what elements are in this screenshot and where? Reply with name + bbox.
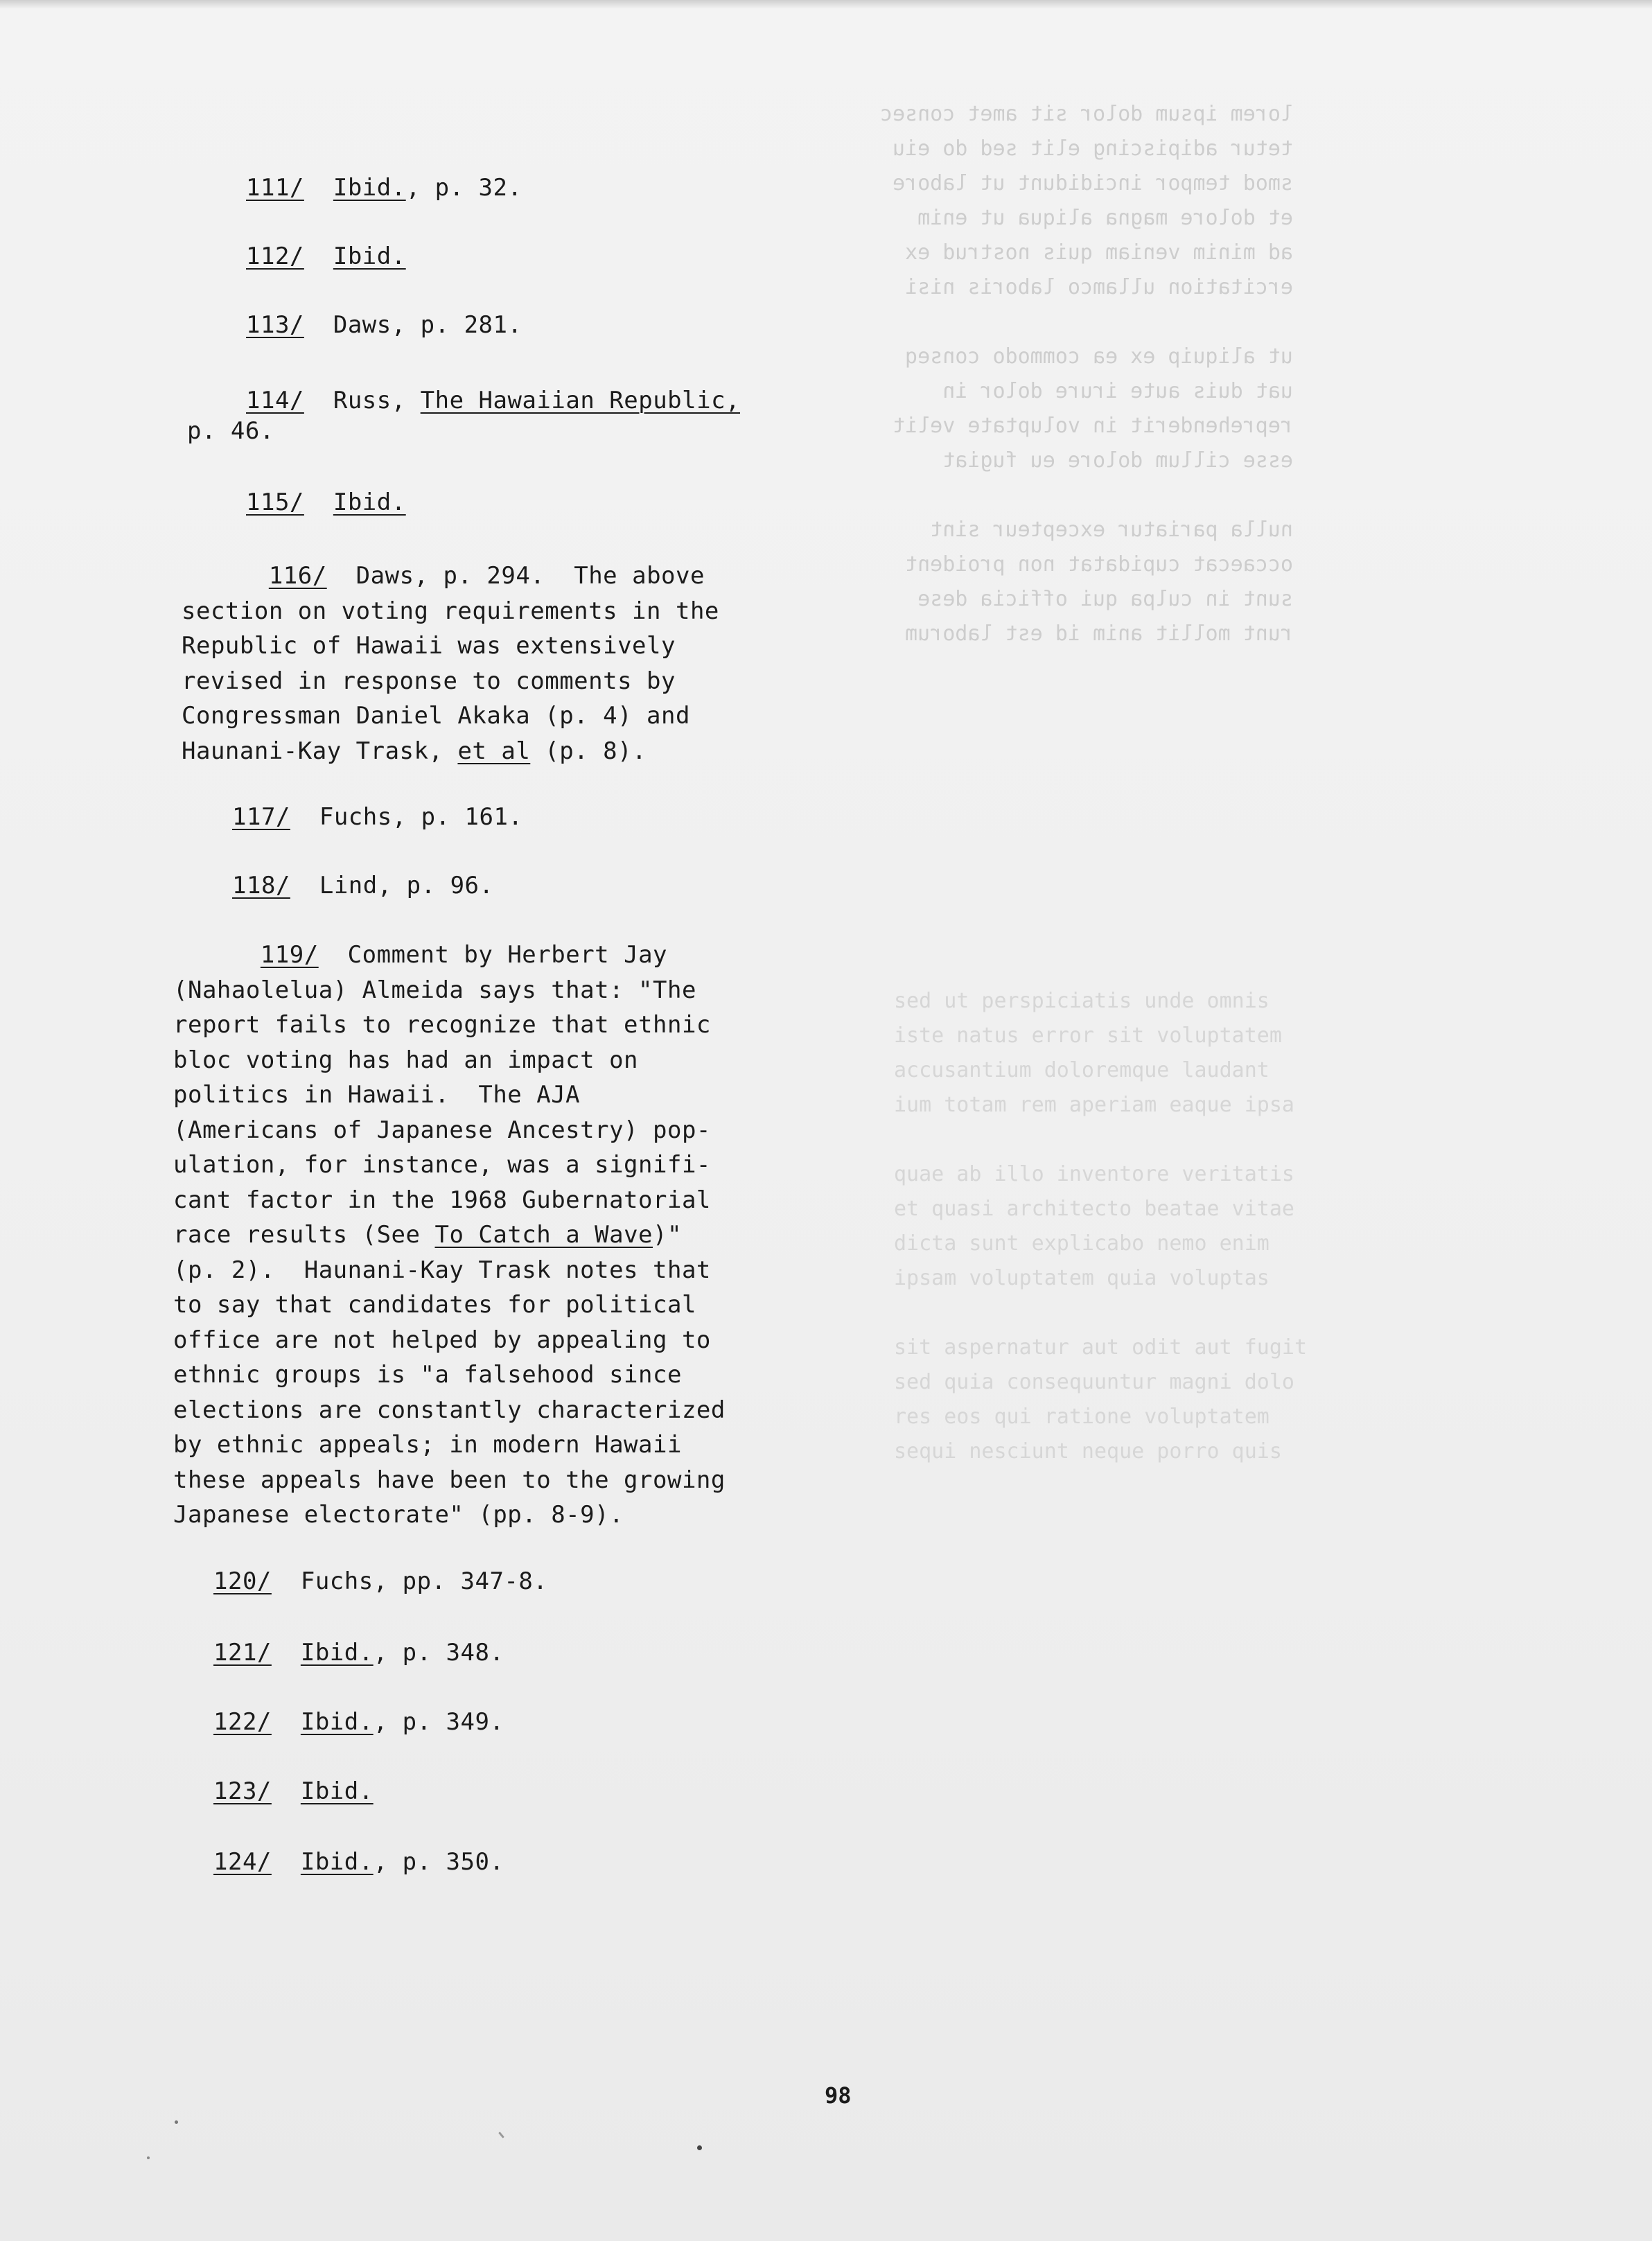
note-text: , p. 32. — [405, 174, 522, 202]
note-ibid: Ibid. — [333, 243, 406, 270]
speck — [697, 2145, 702, 2150]
speck — [175, 2120, 178, 2124]
note-ibid: Ibid. — [333, 174, 406, 202]
note-116 — [182, 559, 875, 768]
note-number: 121/ — [213, 1639, 272, 1667]
note-123 — [213, 1774, 374, 1809]
note-text: (p. 8). — [530, 737, 647, 765]
note-number: 116/ — [268, 562, 327, 590]
note-118 — [232, 868, 493, 904]
bleed-through-texture: lorem ipsum dolor sit amet consec tetur adipiscing elit sed do eiu smod tempor incididunt ut labore et dolore magna aliqua ut enim ad minim veniam quis nostrud ex ercitation ullamco laboris nisi ut aliquip ex ea commodo conseq uat duis aute irure dolor in reprehenderit in voluptate velit esse cillum dolore eu fugiat nulla pariatur excepteur sint occaecat cupidatat non proident sunt in culpa qui officia dese runt mollit anim id est laborum — [880, 102, 1294, 646]
note-117 — [232, 800, 522, 835]
note-line: ethnic groups is "a falsehood since — [173, 1361, 682, 1389]
note-number: 113/ — [246, 311, 304, 339]
note-number: 123/ — [213, 1777, 272, 1805]
page-top-edge — [0, 0, 1652, 8]
page-number: 98 — [825, 2082, 852, 2109]
note-text: Russ, — [333, 387, 421, 414]
note-ibid: Ibid. — [333, 489, 406, 516]
note-112 — [246, 239, 406, 274]
note-text: Comment by Herbert Jay — [347, 941, 668, 969]
note-line — [173, 1218, 866, 1253]
note-line: (Americans of Japanese Ancestry) pop- — [173, 1116, 711, 1144]
note-text: race results (See — [173, 1221, 435, 1249]
note-text: Fuchs, pp. 347-8. — [300, 1567, 548, 1595]
note-114 — [246, 383, 740, 419]
note-number: 118/ — [232, 872, 290, 899]
note-line: (Nahaolelua) Almeida says that: "The — [173, 976, 696, 1004]
note-number: 124/ — [213, 1848, 272, 1876]
note-number: 112/ — [246, 243, 304, 270]
note-line — [182, 734, 875, 769]
note-text: Haunani-Kay Trask, — [182, 737, 458, 765]
note-ibid: Ibid. — [300, 1639, 374, 1667]
note-120 — [213, 1564, 547, 1599]
note-line: cant factor in the 1968 Gubernatorial — [173, 1186, 711, 1214]
note-text: , p. 350. — [373, 1848, 504, 1876]
note-114-continuation: p. 46. — [187, 417, 274, 445]
note-line: bloc voting has had an impact on — [173, 1046, 639, 1074]
note-number: 117/ — [232, 803, 290, 831]
note-119 — [173, 938, 866, 1533]
note-number: 122/ — [213, 1708, 272, 1736]
note-number: 111/ — [246, 174, 304, 202]
note-text: Daws, p. 281. — [333, 311, 522, 339]
note-111 — [246, 170, 522, 206]
note-ibid: Ibid. — [300, 1848, 374, 1876]
note-115 — [246, 485, 406, 520]
bleed-through-texture: sed ut perspiciatis unde omnis iste natus error sit voluptatem accusantium doloremque laudant ium totam rem aperiam eaque ipsa quae ab illo inventore veritatis et quasi architecto beatae vitae dicta sunt explicabo nemo enim ipsam voluptatem quia voluptas sit aspernatur aut odit aut fugit sed quia consequuntur magni dolo res eos qui ratione voluptatem sequi nesciunt neque porro quis — [894, 989, 1308, 1464]
note-line: Japanese electorate" (pp. 8-9). — [173, 1501, 624, 1529]
note-line: by ethnic appeals; in modern Hawaii — [173, 1431, 682, 1459]
note-line: elections are constantly characterized — [173, 1396, 726, 1424]
note-113 — [246, 308, 522, 343]
note-book-title: The Hawaiian Republic, — [420, 387, 741, 414]
note-ibid: Ibid. — [300, 1777, 374, 1805]
note-line: section on voting requirements in the — [182, 597, 719, 625]
note-text: , p. 349. — [373, 1708, 504, 1736]
note-line: these appeals have been to the growing — [173, 1466, 726, 1494]
note-number: 114/ — [246, 387, 304, 414]
note-line: politics in Hawaii. The AJA — [173, 1081, 581, 1109]
speck — [147, 2156, 150, 2159]
note-line: (p. 2). Haunani-Kay Trask notes that — [173, 1256, 711, 1284]
note-number: 115/ — [246, 489, 304, 516]
note-line: revised in response to comments by — [182, 667, 676, 695]
note-124 — [213, 1845, 504, 1880]
note-text: Daws, p. 294. The above — [355, 562, 705, 590]
note-text: Lind, p. 96. — [319, 872, 494, 899]
note-121 — [213, 1635, 504, 1671]
note-line — [173, 938, 866, 973]
note-text: , p. 348. — [373, 1639, 504, 1667]
note-line — [182, 559, 875, 594]
note-text: )" — [653, 1221, 682, 1249]
note-line: report fails to recognize that ethnic — [173, 1011, 711, 1039]
speck — [498, 2132, 504, 2138]
note-et-al: et al — [457, 737, 531, 765]
note-line: Congressman Daniel Akaka (p. 4) and — [182, 702, 690, 730]
note-line: ulation, for instance, was a signifi- — [173, 1151, 711, 1179]
note-line: office are not helped by appealing to — [173, 1326, 711, 1354]
note-text: Fuchs, p. 161. — [319, 803, 523, 831]
note-number: 120/ — [213, 1567, 272, 1595]
note-ibid: Ibid. — [300, 1708, 374, 1736]
note-number: 119/ — [260, 941, 319, 969]
note-line: to say that candidates for political — [173, 1291, 696, 1319]
note-122 — [213, 1705, 504, 1740]
note-line: Republic of Hawaii was extensively — [182, 632, 676, 660]
note-book-title: To Catch a Wave — [434, 1221, 653, 1249]
